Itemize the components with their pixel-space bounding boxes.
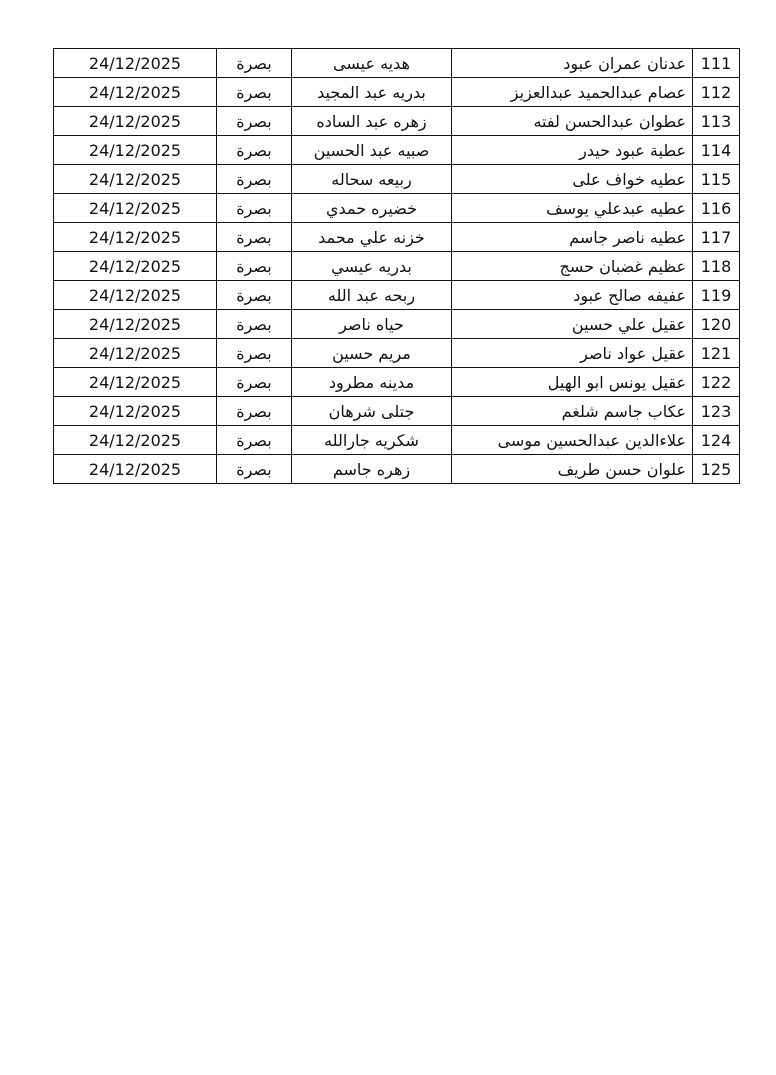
row-number-cell: 122 — [693, 368, 740, 397]
city-cell: بصرة — [217, 136, 292, 165]
date-cell: 24/12/2025 — [54, 252, 217, 281]
table-row — [54, 252, 740, 281]
city-cell: بصرة — [217, 310, 292, 339]
row-number-cell: 112 — [693, 78, 740, 107]
table-row — [54, 49, 740, 78]
table-row — [54, 368, 740, 397]
full-name-cell: عطوان عبدالحسن لفته — [452, 107, 693, 136]
mother-name-cell: صبيه عبد الحسين — [292, 136, 452, 165]
row-number-cell: 115 — [693, 165, 740, 194]
records-table-body — [54, 49, 740, 484]
row-number-cell: 124 — [693, 426, 740, 455]
row-number-cell: 113 — [693, 107, 740, 136]
mother-name-cell: خزنه علي محمد — [292, 223, 452, 252]
date-cell: 24/12/2025 — [54, 310, 217, 339]
table-row — [54, 194, 740, 223]
city-cell: بصرة — [217, 165, 292, 194]
table-row — [54, 455, 740, 484]
mother-name-cell: زهره جاسم — [292, 455, 452, 484]
mother-name-cell: ربحه عبد الله — [292, 281, 452, 310]
date-cell: 24/12/2025 — [54, 78, 217, 107]
row-number-cell: 125 — [693, 455, 740, 484]
table-row — [54, 310, 740, 339]
row-number-cell: 120 — [693, 310, 740, 339]
date-cell: 24/12/2025 — [54, 165, 217, 194]
row-number-cell: 117 — [693, 223, 740, 252]
full-name-cell: عطيه خواف على — [452, 165, 693, 194]
date-cell: 24/12/2025 — [54, 49, 217, 78]
full-name-cell: عقيل علي حسين — [452, 310, 693, 339]
table-row — [54, 165, 740, 194]
city-cell: بصرة — [217, 397, 292, 426]
mother-name-cell: بدريه عبد المجيد — [292, 78, 452, 107]
city-cell: بصرة — [217, 455, 292, 484]
full-name-cell: عطيه ناصر جاسم — [452, 223, 693, 252]
table-row — [54, 136, 740, 165]
city-cell: بصرة — [217, 78, 292, 107]
full-name-cell: عقيل عواد ناصر — [452, 339, 693, 368]
mother-name-cell: شكريه جارالله — [292, 426, 452, 455]
full-name-cell: عطيه عبدعلي يوسف — [452, 194, 693, 223]
city-cell: بصرة — [217, 107, 292, 136]
city-cell: بصرة — [217, 252, 292, 281]
date-cell: 24/12/2025 — [54, 339, 217, 368]
mother-name-cell: هديه عيسى — [292, 49, 452, 78]
table-row — [54, 223, 740, 252]
row-number-cell: 114 — [693, 136, 740, 165]
full-name-cell: عكاب جاسم شلغم — [452, 397, 693, 426]
full-name-cell: عطية عبود حيدر — [452, 136, 693, 165]
row-number-cell: 111 — [693, 49, 740, 78]
mother-name-cell: مريم حسين — [292, 339, 452, 368]
full-name-cell: عفيفه صالح عبود — [452, 281, 693, 310]
city-cell: بصرة — [217, 339, 292, 368]
row-number-cell: 123 — [693, 397, 740, 426]
date-cell: 24/12/2025 — [54, 368, 217, 397]
records-table — [53, 48, 740, 484]
row-number-cell: 119 — [693, 281, 740, 310]
date-cell: 24/12/2025 — [54, 281, 217, 310]
mother-name-cell: زهره عبد الساده — [292, 107, 452, 136]
full-name-cell: علوان حسن طريف — [452, 455, 693, 484]
table-row — [54, 78, 740, 107]
date-cell: 24/12/2025 — [54, 397, 217, 426]
mother-name-cell: خضيره حمدي — [292, 194, 452, 223]
date-cell: 24/12/2025 — [54, 223, 217, 252]
row-number-cell: 116 — [693, 194, 740, 223]
mother-name-cell: بدريه عيسي — [292, 252, 452, 281]
city-cell: بصرة — [217, 194, 292, 223]
mother-name-cell: مدينه مطرود — [292, 368, 452, 397]
full-name-cell: عقيل يونس ابو الهيل — [452, 368, 693, 397]
full-name-cell: عظيم غضبان حسج — [452, 252, 693, 281]
table-row — [54, 339, 740, 368]
table-row — [54, 426, 740, 455]
city-cell: بصرة — [217, 49, 292, 78]
city-cell: بصرة — [217, 281, 292, 310]
city-cell: بصرة — [217, 368, 292, 397]
full-name-cell: عصام عبدالحميد عبدالعزيز — [452, 78, 693, 107]
row-number-cell: 121 — [693, 339, 740, 368]
full-name-cell: علاءالدين عبدالحسين موسى — [452, 426, 693, 455]
table-row — [54, 397, 740, 426]
full-name-cell: عدنان عمران عبود — [452, 49, 693, 78]
row-number-cell: 118 — [693, 252, 740, 281]
mother-name-cell: حياه ناصر — [292, 310, 452, 339]
city-cell: بصرة — [217, 223, 292, 252]
date-cell: 24/12/2025 — [54, 194, 217, 223]
mother-name-cell: ربيعه سحاله — [292, 165, 452, 194]
table-row — [54, 281, 740, 310]
date-cell: 24/12/2025 — [54, 136, 217, 165]
city-cell: بصرة — [217, 426, 292, 455]
mother-name-cell: جتلى شرهان — [292, 397, 452, 426]
date-cell: 24/12/2025 — [54, 107, 217, 136]
date-cell: 24/12/2025 — [54, 426, 217, 455]
table-row — [54, 107, 740, 136]
date-cell: 24/12/2025 — [54, 455, 217, 484]
